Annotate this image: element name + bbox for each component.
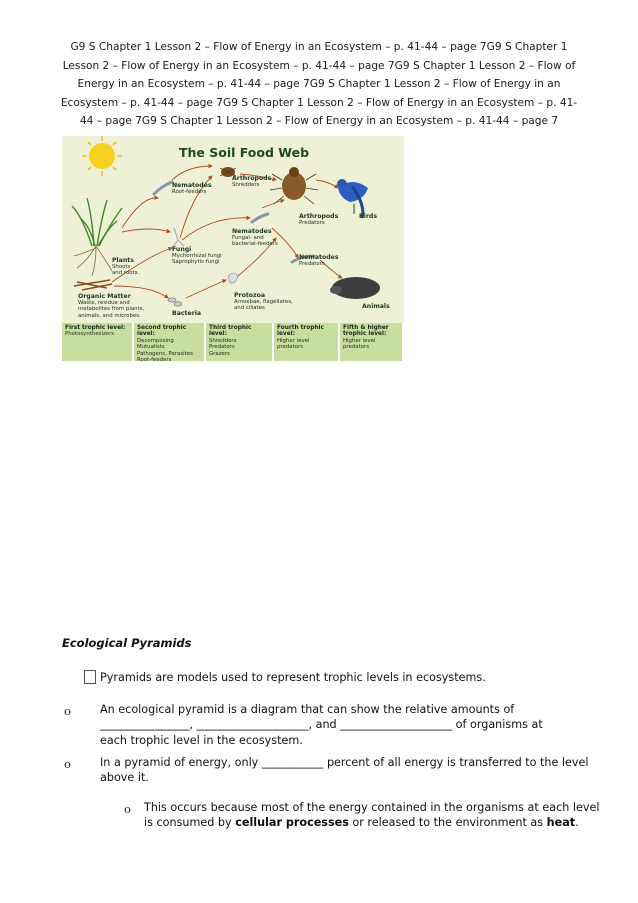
bacteria-icon <box>168 298 182 306</box>
bullet-pyramids-models: Pyramids are models used to represent trophic levels in ecosystems. <box>100 671 486 684</box>
sub-bullet-energy-loss: This occurs because most of the energy contained in the organisms at each level is consumed by cellular processes or released to the environment as heat. <box>144 801 600 830</box>
node-arthropods-predators: Arthropods Predators <box>299 213 339 227</box>
plant-icon <box>72 198 122 246</box>
root-icon <box>74 246 112 276</box>
trophic-level-4: Fourth trophic level: Higher level predators <box>274 323 338 361</box>
node-birds: Birds <box>359 213 378 220</box>
organic-matter-icon <box>74 280 112 290</box>
node-bacteria: Bacteria <box>172 310 202 317</box>
food-web-title: The Soil Food Web <box>179 145 310 160</box>
bullet-pyramid-energy: In a pyramid of energy, only ___________ percent of all energy is transferred to the level above it. <box>100 756 589 785</box>
predator-arthropod-icon <box>270 167 318 204</box>
trophic-level-1: First trophic level: Photosynthesizers <box>62 323 132 361</box>
trophic-level-2: Second trophic level: Decomposing Mutualists Pathogens, Parasites Root-feeders <box>134 323 204 361</box>
node-arthropods-shredders: Arthropods Shredders <box>232 175 272 189</box>
bullet-ecological-pyramid: An ecological pyramid is a diagram that can show the relative amounts of ________________, ____________________, and ____________________ of organisms at each trophic level in the ecosystem. <box>100 703 543 747</box>
sun-icon <box>82 136 122 176</box>
section-heading: Ecological Pyramids <box>62 636 192 650</box>
sub-bullet-marker: o <box>124 802 131 816</box>
node-protozoa: Protozoa Amoebae, flagellates, and ciliates <box>234 292 293 312</box>
page-header: G9 S Chapter 1 Lesson 2 – Flow of Energy in an Ecosystem – p. 41-44 – page 7G9 S Chapter 1 Lesson 2 – Flow of Energy in an Ecosystem – p. 41-44 – page 7G9 S Chapter 1 Lesson 2 – Flow of Energy in an Ecosystem – p. 41-44 – page 7G9 S Chapter 1 Lesson 2 – Flow of Energy in an Ecosystem – p. 41-44 – page 7G9 S Chapter 1 Lesson 2 – Flow of Energy in an Ecosystem – p. 41-44 – page 7G9 S Chapter 1 Lesson 2 – Flow of Energy in an Ecosystem – p. 41-44 – page 7 <box>60 41 578 128</box>
node-fungi: Fungi Mychorrhizal fungi Saprophytic fungi <box>172 246 222 266</box>
checkbox-bullet-icon <box>84 670 96 684</box>
node-nematodes-fungal: Nematodes Fungal- and bacterial-feeders <box>232 228 278 248</box>
protozoa-icon <box>228 273 238 283</box>
node-plants: Plants Shoots and roots. <box>112 257 140 277</box>
trophic-level-row <box>62 323 404 361</box>
node-nematodes-root: Nematodes Root-feeders <box>172 182 212 196</box>
nematode-fungal-icon <box>252 214 268 222</box>
bullet-marker: o <box>64 757 71 771</box>
node-organic-matter: Organic Matter Waste, residue and metabolites from plants, animals, and microbes. <box>78 293 145 319</box>
soil-food-web-figure <box>62 136 404 361</box>
nematode-root-icon <box>154 182 172 194</box>
energy-flow-arrows <box>112 166 342 298</box>
trophic-level-3: Third trophic level: Shredders Predators Grazers <box>206 323 272 361</box>
node-nematodes-predators: Nematodes Predators <box>299 254 339 268</box>
bullet-marker: o <box>64 704 71 718</box>
node-animals: Animals <box>362 303 390 310</box>
animal-icon <box>330 277 380 299</box>
trophic-level-5: Fifth & higher trophic level: Higher level predators <box>340 323 402 361</box>
